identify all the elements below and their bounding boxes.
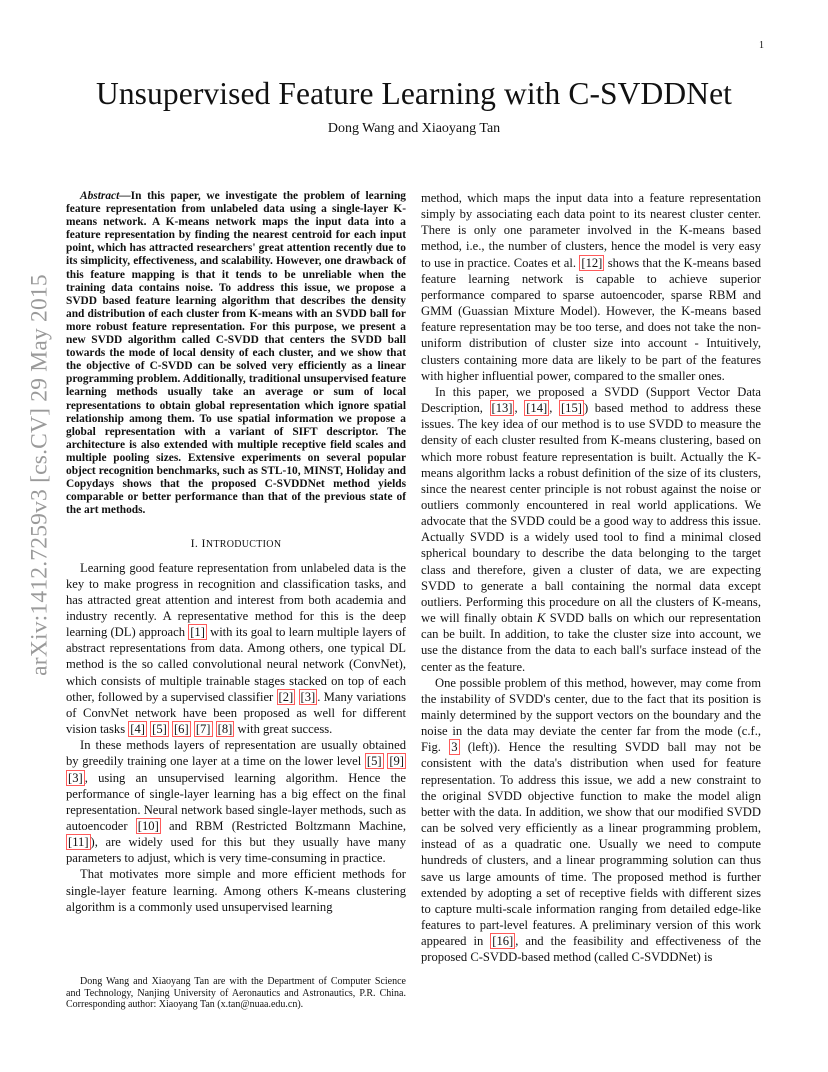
citation-link[interactable]: [13] <box>491 401 513 416</box>
section-initial: I <box>201 536 206 551</box>
text-run: (left)). Hence the resulting SVDD ball may not be consistent with the data's distribution when used for feature representation. To address this issue, we add a new constraint to the original SVDD objective function to make the model align better with the data. In addition, we show that our modified SVDD can be solved very efficiently as a linear programming problem, instead of as a quadratic one. Usually we need to compute hundreds of clusters, and a linear programming solution can thus save us large amounts of time. The proposed method is further extended by adopting a set of receptive fields with different sizes to capture multi-scale information ranging from detailed edge-like features to part-level features. A preliminary version of this work appeared in <box>421 740 761 949</box>
text-run: shows that the K-means based feature learning network is capable to achieve superior performance compared to sparse autoencoder, sparse RBM and GMM (Guassian Mixture Model). However, the K-means based feature representation may be too terse, and does not take the non-uniform distribution of cluster size into account - Intuitively, clusters containing more data are likely to be part of the features with higher influential power, compared to the smaller ones. <box>421 255 761 383</box>
citation-link[interactable]: [1] <box>190 625 205 640</box>
citation-link[interactable]: [6] <box>173 722 189 737</box>
figure-link[interactable]: 3 <box>451 740 458 755</box>
text-run: , using an unsupervised learning algorithm. Hence the performance of single-layer learning has a big effect on the final representation. Neural network based single-layer methods, such as autoencoder <box>66 770 406 833</box>
text-run: and RBM (Restricted Boltzmann Machine, <box>160 819 406 833</box>
intro-paragraph-1 <box>66 560 406 738</box>
citation-link[interactable]: [2] <box>278 689 294 704</box>
citation-link[interactable]: [14] <box>526 401 548 416</box>
left-column <box>66 190 406 915</box>
section-numeral: I. <box>190 536 202 551</box>
section-title-rest: NTRODUCTION <box>205 539 282 551</box>
citation-link[interactable]: [5] <box>366 754 382 769</box>
citation-link[interactable]: [11] <box>68 835 89 850</box>
paper-authors: Dong Wang and Xiaoyang Tan <box>327 121 501 136</box>
text-run: ) based method to address these issues. The key idea of our method is to use SVDD to measure the density of each cluster resulted from K-means clustering, based on which more robust feature representation is built. Actually the K-means algorithm lacks a robust definition of the size of its clusters, since the nearest center principle is not robust against the noise or outliers commonly encountered in real world applications. We advocate that the SVDD could be a good way to address this issue. Actually SVDD is a widely used tool to find a minimal closed spherical boundary to describe the data belonging to the target class and therefore, given a cluster of data, we are expecting SVDD to generate a ball containing the normal data except outliers. Performing this procedure on all the clusters of K-means, we will finally obtain <box>421 401 762 626</box>
text-run: , <box>514 401 525 416</box>
abstract-text: —In this paper, we investigate the problem of learning feature representation from unlabeled data using a single-layer K-means network. A K-means network maps the input data into a feature representation by finding the nearest centroid for each input point, which has attracted researchers' great attention recently due to its simplicity, effectiveness, and scalability. However, one drawback of this feature mapping is that it tends to be unreliable when the training data contains noise. To address this issue, we propose a SVDD based feature learning algorithm that describes the density and distribution of each cluster from K-means with an SVDD ball for more robust feature representation. For this purpose, we present a new SVDD algorithm called C-SVDD that centers the SVDD ball towards the mode of local density of each cluster, and we show that the objective of C-SVDD can be solved very efficiently as a linear programming problem. Additionally, traditional unsupervised feature learning methods usually take an average or sum of local representations to obtain global representation which ignore spatial relationship among them. To use spatial information we propose a global representation with a variant of SIFT descriptor. The architecture is also extended with multiple receptive field scales and multiple pooling sizes. Extensive experiments on several popular object recognition benchmarks, such as STL-10, MINST, Holiday and Copydays shows that the proposed C-SVDDNet method yields comparable or better performance than that of the previous state of the art methods. <box>66 190 406 517</box>
citation-link[interactable]: [4] <box>130 722 145 737</box>
abstract <box>66 190 406 517</box>
text-run: One possible problem of this method, however, may come from the instability of SVDD's center, due to the fact that its position is mainly determined by the support vectors on the boundary and the noise in the data may deviate the center far from the mode (c.f., Fig. <box>421 675 761 755</box>
intro-paragraph-3: That motivates more simple and more efficient methods for single-layer feature learning. Among others K-means clustering algorithm is a commonly used unsupervised learning <box>66 867 406 914</box>
text-run: In this paper, we proposed a SVDD (Support Vector Data Description, <box>421 384 761 416</box>
text-run: with its goal to learn multiple layers of abstract representations from data. Among others, one typical DL method is the so called convolutional neural network (ConvNet), which consists of multiple trainable stages stacked on top of each other, followed by a supervised classifier <box>66 625 406 704</box>
right-column <box>421 190 761 966</box>
text-run: with great success. <box>234 722 333 737</box>
citation-link[interactable]: [3] <box>68 770 83 785</box>
section-heading-introduction <box>66 535 406 553</box>
abstract-label: Abstract <box>80 190 120 202</box>
citation-link[interactable]: [5] <box>152 722 167 737</box>
citation-link[interactable]: [3] <box>300 689 316 704</box>
citation-link[interactable]: [15] <box>560 401 582 416</box>
citation-link[interactable]: [10] <box>137 819 159 833</box>
intro-paragraph-5 <box>421 675 761 966</box>
page-number: 1 <box>759 40 764 51</box>
text-run: Learning good feature representation from unlabeled data is the key to make progress in recognition and classification tasks, and has attracted great attention and interest from both academia and industry recently. A representative method for this is the deep learning (DL) approach <box>66 560 406 640</box>
text-run: . Many variations of ConvNet network have been proposed as well for different vision tasks <box>66 689 406 737</box>
citation-link[interactable]: [12] <box>581 255 603 270</box>
citation-link[interactable]: [9] <box>389 754 404 769</box>
text-run: In these methods layers of representation are usually obtained by greedily training one layer at a time on the lower level <box>66 738 406 769</box>
text-run: ), are widely used for this but they usually have many parameters to adjust, which is very time-consuming in practice. <box>66 835 406 866</box>
intro-paragraph-3-continued <box>421 190 761 384</box>
paper-title: Unsupervised Feature Learning with C-SVDDNet <box>95 76 732 111</box>
author-footnote: Dong Wang and Xiaoyang Tan are with the Department of Computer Science and Technology, Nanjing University of Aeronautics and Astronautics, P.R. China. Corresponding author: Xiaoyang Tan (x.tan@nuaa.edu.cn). <box>66 976 406 1011</box>
text-run: , and the feasibility and effectiveness of the proposed C-SVDD-based method (called C-SVDDNet) is <box>421 934 761 965</box>
intro-paragraph-4 <box>421 384 761 675</box>
citation-link[interactable]: [16] <box>492 934 514 949</box>
text-run: SVDD balls on which our representation can be built. In addition, to take the cluster size into account, we use the distance from the data to each ball's surface instead of the center as the feature. <box>421 611 761 674</box>
math-variable-k: K <box>536 611 546 626</box>
citation-link[interactable]: [8] <box>217 722 233 737</box>
citation-link[interactable]: [7] <box>195 722 211 737</box>
text-run: , <box>549 401 559 416</box>
text-run: method, which maps the input data into a feature representation simply by associating each data point to its nearest cluster center. There is only one parameter involved in the K-means based method, i.e., the number of clusters, hence the model is very easy to use in practice. Coates et al. <box>421 191 761 270</box>
arxiv-identifier: arXiv:1412.7259v3 [cs.CV] 29 May 2015 <box>26 274 53 676</box>
intro-paragraph-2 <box>66 737 406 866</box>
